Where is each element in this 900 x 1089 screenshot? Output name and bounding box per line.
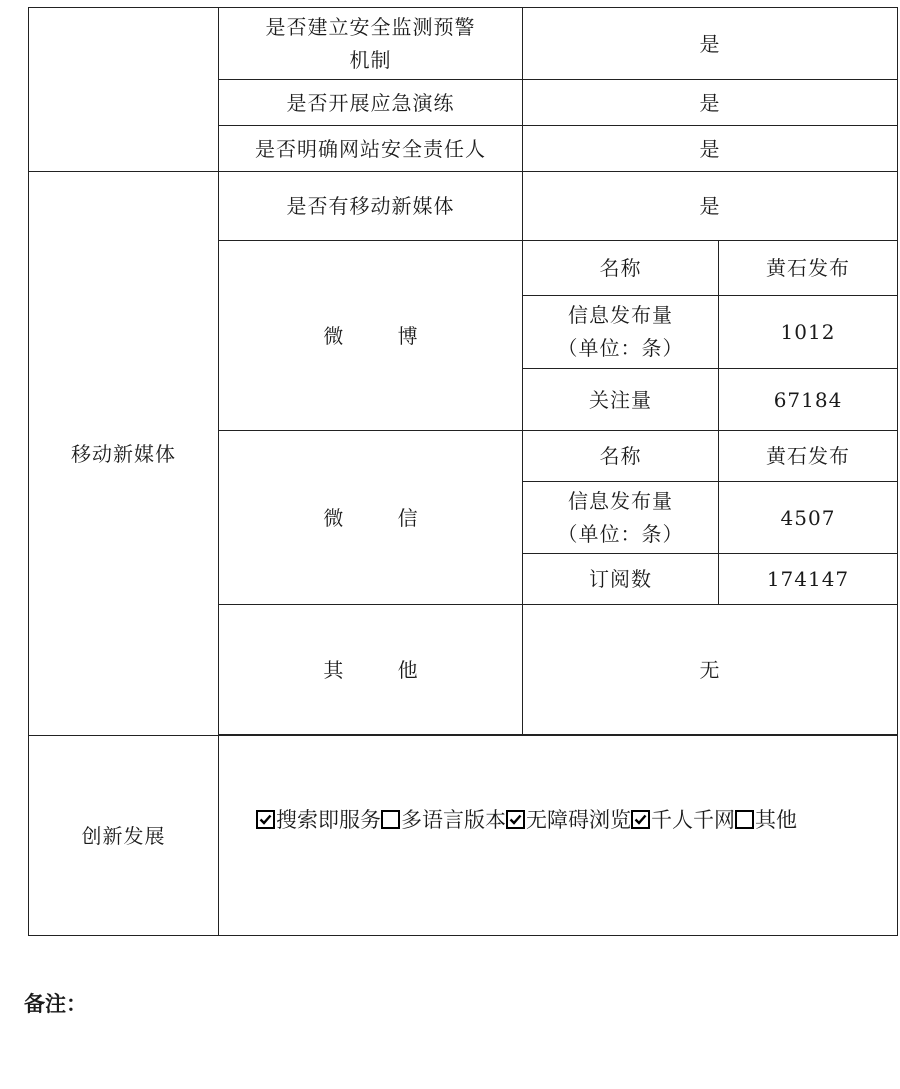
innovation-option-list xyxy=(256,803,797,837)
other-label: 其 他 xyxy=(219,605,523,735)
other-value: 无 xyxy=(523,605,898,735)
weibo-posts-value: 1012 xyxy=(719,296,898,369)
mobile-section-label: 移动新媒体 xyxy=(29,172,219,736)
checked-box-icon[interactable] xyxy=(256,810,275,829)
wechat-posts-label: 信息发布量 （单位：条） xyxy=(523,482,719,554)
security-row-value: 是 xyxy=(523,8,898,80)
checked-box-icon[interactable] xyxy=(506,810,525,829)
checked-box-icon[interactable] xyxy=(631,810,650,829)
innovation-option[interactable] xyxy=(735,808,797,832)
wechat-name-value: 黄石发布 xyxy=(719,431,898,482)
innovation-option-label: 无障碍浏览 xyxy=(526,807,631,832)
security-section-cell xyxy=(29,8,219,172)
wechat-name-label: 名称 xyxy=(523,431,719,482)
weibo-label: 微 博 xyxy=(219,241,523,431)
report-table xyxy=(28,7,898,936)
innovation-option[interactable] xyxy=(256,808,381,832)
innovation-options xyxy=(219,736,898,936)
security-row-value: 是 xyxy=(523,80,898,126)
weibo-posts-label: 信息发布量 （单位：条） xyxy=(523,296,719,369)
innovation-option[interactable] xyxy=(381,808,506,832)
weibo-name-value: 黄石发布 xyxy=(719,241,898,296)
has-mobile-value: 是 xyxy=(523,172,898,241)
remark-label: 备注： xyxy=(24,992,87,1016)
wechat-label: 微 信 xyxy=(219,431,523,605)
weibo-follow-label: 关注量 xyxy=(523,369,719,431)
innovation-option-label: 其他 xyxy=(755,807,797,832)
wechat-subs-value: 174147 xyxy=(719,554,898,605)
weibo-follow-value: 67184 xyxy=(719,369,898,431)
security-row-label: 是否明确网站安全责任人 xyxy=(219,126,523,172)
innovation-section-label: 创新发展 xyxy=(29,736,219,936)
innovation-option-label: 搜索即服务 xyxy=(276,807,381,832)
wechat-subs-label: 订阅数 xyxy=(523,554,719,605)
innovation-option[interactable] xyxy=(631,808,735,832)
has-mobile-label: 是否有移动新媒体 xyxy=(219,172,523,241)
innovation-option-label: 千人千网 xyxy=(651,807,735,832)
innovation-option-label: 多语言版本 xyxy=(401,807,506,832)
weibo-name-label: 名称 xyxy=(523,241,719,296)
wechat-posts-value: 4507 xyxy=(719,482,898,554)
unchecked-box-icon[interactable] xyxy=(381,810,400,829)
security-row-label: 是否建立安全监测预警 机制 xyxy=(219,8,523,80)
innovation-option[interactable] xyxy=(506,808,631,832)
security-row-label: 是否开展应急演练 xyxy=(219,80,523,126)
security-row-value: 是 xyxy=(523,126,898,172)
unchecked-box-icon[interactable] xyxy=(735,810,754,829)
